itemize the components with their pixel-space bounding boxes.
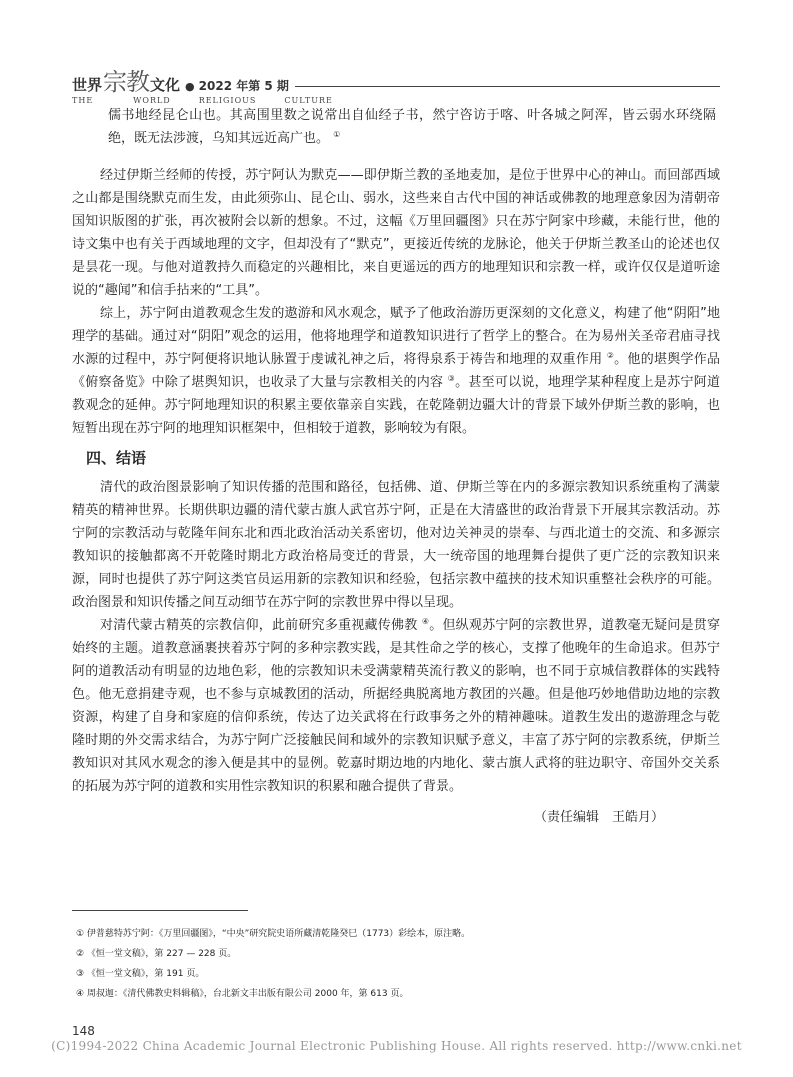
header-rule — [295, 86, 720, 87]
paragraph-1: 经过伊斯兰经师的传授，苏宁阿认为默克——即伊斯兰教的圣地麦加，是位于世界中心的神山。而回部西域之山都是围绕默克而生发，由此须弥山、昆仑山、弱水，这些来自古代中国的神话或佛教的地理意象因为清朝帝国知识版图的扩张，再次被附会以新的想象。不过，这幅《万里回疆图》只在苏宁阿家中珍藏，未能行世，他的诗文集中也有关于西域地理的文字，但却没有了“默克”，更接近传统的龙脉论，他关于伊斯兰教圣山的论述也仅是昙花一现。与他对道教持久而稳定的兴趣相比，来自更遥远的西方的地理知识和宗教一样，或许仅仅是道听途说的“趣闻”和信手拈来的“工具”。 — [72, 168, 720, 298]
footnote-ref-2[interactable]: ② — [606, 351, 615, 360]
article-body — [72, 104, 720, 829]
footnote-ref-3[interactable]: ③ — [447, 374, 456, 383]
journal-english-word: RELIGIOUS — [198, 96, 257, 105]
journal-title — [72, 62, 720, 97]
journal-english-word: WORLD — [133, 96, 171, 105]
paragraph-2 — [72, 302, 720, 440]
footnote-item: ① 伊普慈特苏宁阿：《万里回疆图》，“中央”研究院史语所藏清乾隆癸巳（1773）彩绘本，原注略。 — [76, 929, 471, 939]
page-number: 148 — [72, 1024, 95, 1038]
journal-english-word: THE — [72, 96, 94, 105]
journal-english-word: CULTURE — [284, 96, 333, 105]
section-heading: 四、结语 — [86, 449, 147, 467]
journal-name-part1: 世界 — [72, 76, 103, 94]
block-quote — [72, 104, 720, 150]
footnote-item: ④ 周叔迦：《清代佛教史料辑稿》，台北新文丰出版有限公司 2000 年，第 613 页。 — [76, 989, 409, 999]
footnote-item: ② 《恒一堂文稿》，第 227 — 228 页。 — [76, 949, 237, 959]
paragraph-text: 综上，苏宁阿由道教观念生发的遨游和风水观念，赋予了他政治游历更深刻的文化意义，构建了他“阴阳”地理学的基础。通过对“阴阳”观念的运用，他将地理学和道教知识进行了哲学上的整合。在为易州关圣帝君庙寻找水源的过程中，苏宁阿便将识地认脉置于虔诚礼神之后，将得泉系于祷告和地理的双重作用 — [72, 306, 720, 367]
paragraph-text: 。甚至可以说，地理学某种程度上是苏宁阿道教观念的延伸。苏宁阿地理知识的积累主要依靠亲自实践，在乾隆朝边疆大计的背景下域外伊斯兰教的影响，也短暂出现在苏宁阿的地理知识框架中，但相较于道教，影响较为有限。 — [72, 375, 720, 436]
copyright-watermark: (C)1994-2022 China Academic Journal Electronic Publishing House. All rights reserved. http://www.cnki.net — [51, 1039, 742, 1053]
footnote-ref-4[interactable]: ④ — [421, 617, 430, 626]
responsible-editor: （责任编辑 王皓月） — [533, 810, 664, 825]
journal-name-part3: 文化 — [150, 76, 181, 94]
issue-number: 2022 年第 5 期 — [198, 79, 289, 93]
paragraph-text: 。他的堪舆学作品《俯察备览》中除了堪舆知识，也收录了大量与宗教相关的内容 — [72, 352, 720, 390]
paragraph-text: 对清代蒙古精英的宗教信仰，此前研究多重视藏传佛教 — [100, 618, 418, 633]
footnote-ref-1[interactable]: ① — [333, 130, 341, 139]
header-bullet: ● — [185, 80, 195, 93]
footnote-rule — [72, 910, 248, 911]
running-header — [72, 62, 720, 105]
quote-text: 儒书地经昆仑山也。其高围里数之说常出自仙经子书，然宁咨访于喀、叶各城之阿浑，皆云弱水环绕隔绝，既无法涉渡，乌知其远近高广也。 — [108, 108, 716, 146]
footnote-item: ③ 《恒一堂文稿》，第 191 页。 — [76, 969, 205, 979]
journal-name-part2: 宗教 — [103, 68, 150, 96]
paragraph-text: 。但纵观苏宁阿的宗教世界，道教毫无疑问是贯穿始终的主题。道教意涵裹挟着苏宁阿的多种宗教实践，是其性命之学的核心，支撑了他晚年的生命追求。但苏宁阿的道教活动有明显的边地色彩，他的宗教知识未受满蒙精英流行教义的影响，也不同于京城信教群体的实践特色。他无意捐建寺观，也不参与京城教团的活动，所据经典脱离地方教团的兴趣。但是他巧妙地借助边地的宗教资源，构建了自身和家庭的信仰系统，传达了边关武将在行政事务之外的精神趣味。道教生发出的遨游理念与乾隆时期的外交需求结合，为苏宁阿广泛接触民间和域外的宗教知识赋予意义，丰富了苏宁阿的宗教系统，伊斯兰教知识对其风水观念的渗入便是其中的显例。乾嘉时期边地的内地化、蒙古旗人武将的驻边职守、帝国外交关系的拓展为苏宁阿的道教和实用性宗教知识的积累和融合提供了背景。 — [72, 618, 720, 794]
paragraph-3: 清代的政治图景影响了知识传播的范围和路径，包括佛、道、伊斯兰等在内的多源宗教知识系统重构了满蒙精英的精神世界。长期供职边疆的清代蒙古旗人武官苏宁阿，正是在大清盛世的政治背景下开展其宗教活动。苏宁阿的宗教活动与乾隆年间东北和西北政治活动关系密切，他对边关神灵的崇奉、与西北道士的交流、和多源宗教知识的接触都离不开乾隆时期北方政治格局变迁的背景，大一统帝国的地理舞台提供了更广泛的宗教知识来源，同时也提供了苏宁阿这类官员运用新的宗教知识和经验，包括宗教中蕴挟的技术知识重整社会秩序的可能。政治图景和知识传播之间互动细节在苏宁阿的宗教世界中得以呈现。 — [72, 480, 720, 610]
paragraph-4 — [72, 614, 720, 798]
footnotes — [76, 924, 676, 1004]
